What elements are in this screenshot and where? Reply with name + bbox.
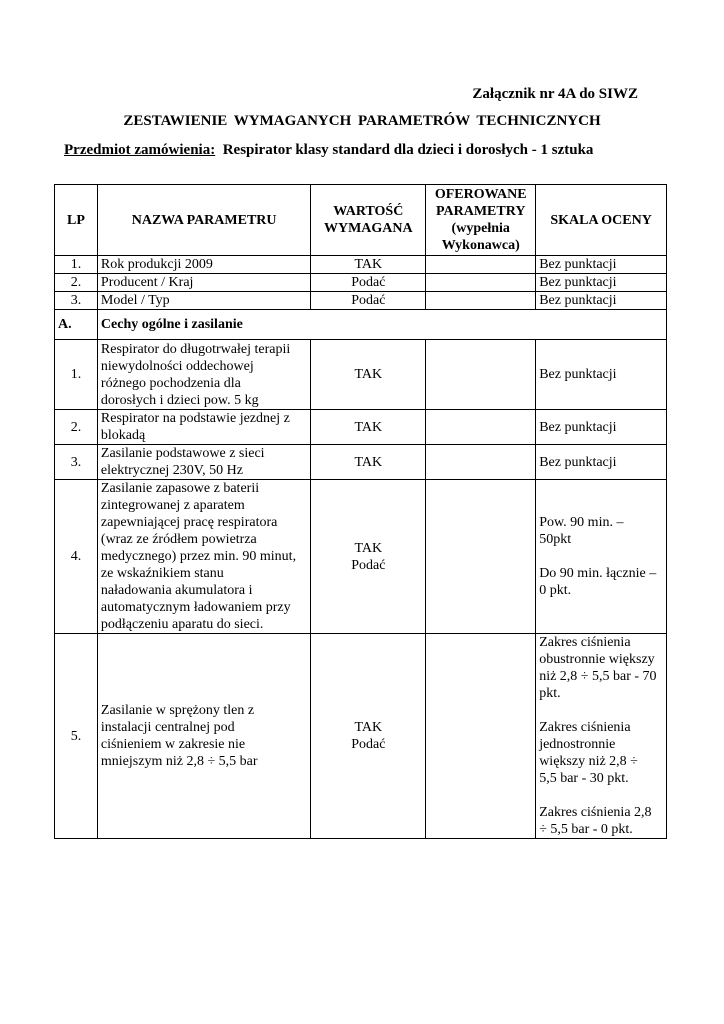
- header-offered-line: PARAMETRY: [435, 204, 526, 219]
- table-row: [55, 634, 667, 839]
- cell-offered[interactable]: [426, 480, 536, 634]
- cell-name-line: blokadą: [100, 428, 146, 443]
- cell-required-line: TAK: [354, 367, 383, 382]
- cell-lp: 4.: [55, 480, 98, 634]
- subject-value: Respirator klasy standard dla dzieci i dorosłych - 1 sztuka: [222, 142, 594, 158]
- cell-required: [311, 480, 426, 634]
- header-offered-line: Wykonawca): [441, 238, 520, 253]
- cell-name: [97, 445, 310, 480]
- parameters-table: [54, 184, 667, 839]
- cell-name-line: instalacji centralnej pod: [100, 720, 235, 735]
- cell-required-line: Podać: [351, 737, 386, 752]
- cell-required-line: TAK: [354, 540, 383, 556]
- cell-required: [311, 340, 426, 410]
- cell-name-line: podłączeniu aparatu do sieci.: [100, 617, 264, 632]
- cell-name-line: automatycznym ładowaniem przy: [100, 600, 291, 615]
- cell-scale: [536, 480, 667, 634]
- cell-required: [311, 445, 426, 480]
- cell-name: Rok produkcji 2009: [97, 256, 310, 274]
- cell-scale-line: 0 pkt.: [539, 583, 572, 598]
- cell-offered[interactable]: [426, 634, 536, 839]
- cell-lp: 3.: [55, 292, 98, 310]
- cell-required: [311, 410, 426, 445]
- cell-name-line: ze wskaźnikiem stanu: [100, 566, 224, 581]
- scale-gap: [539, 548, 663, 565]
- header-offered: [426, 185, 536, 256]
- cell-name: [97, 410, 310, 445]
- cell-lp: 3.: [55, 445, 98, 480]
- cell-name-line: elektrycznej 230V, 50 Hz: [100, 463, 243, 478]
- cell-scale-line: Zakres ciśnienia: [539, 635, 631, 650]
- header-required-line: WYMAGANA: [323, 221, 413, 236]
- cell-scale-line: 50pkt: [539, 532, 572, 547]
- cell-offered[interactable]: [426, 445, 536, 480]
- cell-name-line: naładowania akumulatora i: [100, 583, 253, 598]
- document-title: ZESTAWIENIE WYMAGANYCH PARAMETRÓW TECHNICZNYCH: [123, 113, 601, 129]
- cell-scale-line: ÷ 5,5 bar - 0 pkt.: [539, 822, 633, 837]
- table-row: [55, 256, 667, 274]
- cell-name-line: Respirator na podstawie jezdnej z: [100, 411, 290, 426]
- cell-required-line: TAK: [354, 720, 383, 735]
- section-lp: A.: [55, 310, 98, 340]
- cell-scale: Bez punktacji: [536, 410, 667, 445]
- cell-scale: [536, 634, 667, 839]
- cell-name-line: zapewniającej pracę respiratora: [100, 515, 278, 530]
- cell-name-line: Zasilanie zapasowe z baterii: [100, 481, 260, 496]
- cell-scale: Bez punktacji: [536, 256, 667, 274]
- header-offered-line: (wypełnia: [451, 221, 510, 236]
- header-required-line: WARTOŚĆ: [333, 204, 404, 219]
- cell-offered[interactable]: [426, 340, 536, 410]
- cell-offered[interactable]: [426, 292, 536, 310]
- cell-name-line: Respirator do długotrwałej terapii: [100, 341, 291, 357]
- cell-scale: Bez punktacji: [536, 445, 667, 480]
- cell-scale: Bez punktacji: [536, 292, 667, 310]
- subject-label: Przedmiot zamówienia:: [64, 142, 216, 158]
- cell-scale-line: większy niż 2,8 ÷: [539, 754, 638, 769]
- cell-name-line: Zasilanie w sprężony tlen z: [100, 703, 255, 718]
- cell-name-line: mniejszym niż 2,8 ÷ 5,5 bar: [100, 754, 258, 769]
- table-row: [55, 410, 667, 445]
- cell-scale-line: jednostronnie: [539, 737, 616, 752]
- cell-scale-line: pkt.: [539, 686, 561, 701]
- scale-gap: [539, 787, 663, 804]
- cell-name-line: medycznego) przez min. 90 minut,: [100, 549, 297, 564]
- cell-name: Model / Typ: [97, 292, 310, 310]
- cell-name-line: ciśnieniem w zakresie nie: [100, 737, 246, 752]
- cell-scale-line: niż 2,8 ÷ 5,5 bar - 70: [539, 669, 657, 684]
- cell-scale-line: Pow. 90 min. –: [539, 515, 624, 530]
- cell-required: TAK: [311, 256, 426, 274]
- attachment-label: Załącznik nr 4A do SIWZ: [472, 86, 638, 102]
- cell-scale-line: Do 90 min. łącznie –: [539, 566, 657, 581]
- cell-required-line: TAK: [354, 419, 383, 435]
- cell-lp: 2.: [55, 410, 98, 445]
- table-row: [55, 292, 667, 310]
- table-row: [55, 340, 667, 410]
- table-header-row: [55, 185, 667, 256]
- header-lp: LP: [55, 185, 98, 256]
- cell-lp: 5.: [55, 634, 98, 839]
- table-row: [55, 480, 667, 634]
- cell-lp: 1.: [55, 256, 98, 274]
- table-row: [55, 445, 667, 480]
- section-title: Cechy ogólne i zasilanie: [97, 310, 666, 340]
- cell-lp: 1.: [55, 340, 98, 410]
- cell-scale-line: 5,5 bar - 30 pkt.: [539, 771, 629, 786]
- scale-gap: [539, 702, 663, 719]
- cell-lp: 2.: [55, 274, 98, 292]
- cell-scale: Bez punktacji: [536, 274, 667, 292]
- cell-name: Producent / Kraj: [97, 274, 310, 292]
- cell-name-line: Zasilanie podstawowe z sieci: [100, 446, 265, 461]
- cell-required: Podać: [311, 274, 426, 292]
- header-scale: SKALA OCENY: [536, 185, 667, 256]
- cell-name-line: niewydolności oddechowej: [100, 358, 254, 374]
- order-subject: [64, 142, 593, 159]
- table-row: [55, 274, 667, 292]
- cell-scale-line: Zakres ciśnienia: [539, 720, 631, 735]
- cell-name: [97, 634, 310, 839]
- cell-required: Podać: [311, 292, 426, 310]
- cell-name-line: dorosłych i dzieci pow. 5 kg: [100, 392, 259, 408]
- cell-offered[interactable]: [426, 256, 536, 274]
- cell-name: [97, 340, 310, 410]
- cell-scale-line: obustronnie większy: [539, 652, 655, 667]
- header-name: NAZWA PARAMETRU: [97, 185, 310, 256]
- cell-name-line: zintegrowanej z aparatem: [100, 498, 245, 513]
- header-offered-line: OFEROWANE: [434, 187, 527, 202]
- header-required: [311, 185, 426, 256]
- cell-offered[interactable]: [426, 410, 536, 445]
- cell-scale-line: Zakres ciśnienia 2,8: [539, 805, 652, 820]
- cell-required-line: TAK: [354, 454, 383, 470]
- cell-name-line: (wraz ze źródłem powietrza: [100, 532, 257, 547]
- cell-scale: Bez punktacji: [536, 340, 667, 410]
- cell-name: [97, 480, 310, 634]
- cell-name-line: różnego pochodzenia dla: [100, 375, 241, 391]
- cell-required: [311, 634, 426, 839]
- cell-offered[interactable]: [426, 274, 536, 292]
- cell-required-line: Podać: [351, 557, 386, 573]
- section-row: [55, 310, 667, 340]
